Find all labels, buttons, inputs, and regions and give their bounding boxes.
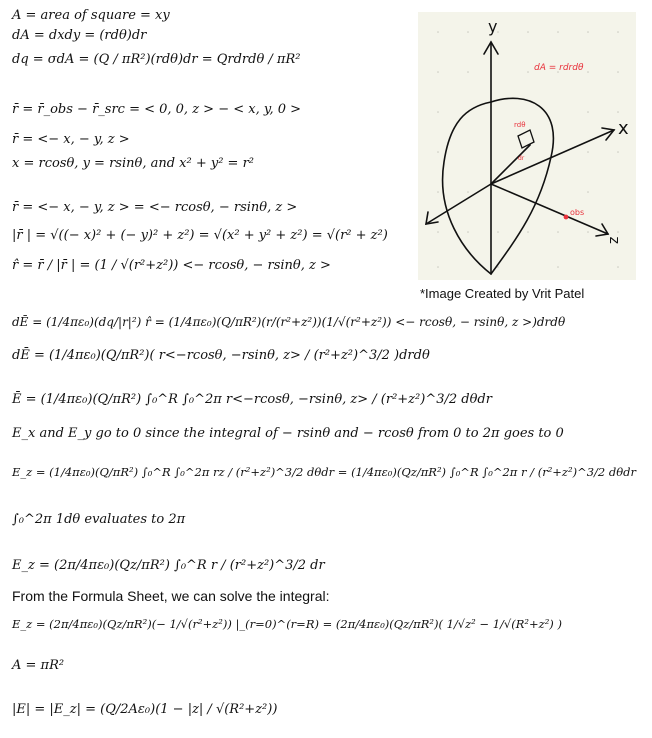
axis-x-label: x	[618, 118, 629, 139]
equation-r-components: r̄ = <− x, − y, z >	[12, 132, 130, 147]
dA-label: dA = rdrdθ	[534, 63, 584, 73]
equation-r-hat: r̂ = r̄ / |r̄ | = (1 / √(r²+z²)) <− rcosθ, − rsinθ, z >	[12, 258, 331, 273]
disk-diagram	[418, 12, 636, 280]
equation-dq: dq = σdA = (Q / πR²)(rdθ)dr = Qrdrdθ / πR²	[12, 52, 301, 67]
dr-label: dr	[518, 155, 525, 162]
image-caption: *Image Created by Vrit Patel	[420, 286, 585, 301]
rdtheta-label: rdθ	[514, 121, 526, 129]
equation-polar: x = rcosθ, y = rsinθ, and x² + y² = r²	[12, 156, 254, 171]
formula-sheet-note: From the Formula Sheet, we can solve the integral:	[12, 588, 330, 604]
equation-dA: dA = dxdy = (rdθ)dr	[12, 28, 147, 43]
obs-label: obs	[570, 208, 585, 217]
equation-Ez-single-integral: E_z = (2π/4πε₀)(Qz/πR²) ∫₀^R r / (r²+z²)^3/2 dr	[12, 558, 325, 573]
equation-dtheta: ∫₀^2π 1dθ evaluates to 2π	[12, 512, 186, 527]
axis-y-label: y	[488, 17, 498, 36]
equation-disk-area: A = πR²	[12, 658, 65, 673]
equation-Ez-evaluated: E_z = (2π/4πε₀)(Qz/πR²)(− 1/√(r²+z²)) |_(r=0)^(r=R) = (2π/4πε₀)(Qz/πR²)( 1/√z² − 1/√(R²+z²) )	[12, 617, 562, 631]
equation-E-final: |E| = |E_z| = (Q/2Aε₀)(1 − |z| / √(R²+z²))	[12, 702, 278, 717]
equation-area: A = area of square = xy	[12, 8, 170, 23]
equation-r-magnitude: |r̄ | = √((− x)² + (− y)² + z²) = √(x² + y² + z²) = √(r² + z²)	[12, 228, 388, 243]
equation-dE-1: dĒ = (1/4πε₀)(dq/|r|²) r̂ = (1/4πε₀)(Q/πR²)(r/(r²+z²))(1/√(r²+z²)) <− rcosθ, − rsinθ, z >)drdθ	[12, 315, 566, 329]
equation-Ex-Ey-zero: E_x and E_y go to 0 since the integral of − rsinθ and − rcosθ from 0 to 2π goes to 0	[12, 426, 564, 441]
sketch-figure	[418, 12, 636, 280]
equation-Ez-double-integral: E_z = (1/4πε₀)(Q/πR²) ∫₀^R ∫₀^2π rz / (r²+z²)^3/2 dθdr = (1/4πε₀)(Qz/πR²) ∫₀^R ∫₀^2π r / (r²+z²)^3/2 dθdr	[12, 465, 637, 479]
equation-r-vector: r̄ = r̄_obs − r̄_src = < 0, 0, z > − < x, y, 0 >	[12, 102, 302, 117]
equation-dE-2: dĒ = (1/4πε₀)(Q/πR²)( r<−rcosθ, −rsinθ, z> / (r²+z²)^3/2 )drdθ	[12, 348, 430, 363]
obs-point	[564, 215, 569, 220]
equation-r-polar: r̄ = <− x, − y, z > = <− rcosθ, − rsinθ, z >	[12, 200, 298, 215]
axis-z-label: z	[606, 236, 622, 244]
equation-E-integral: Ē = (1/4πε₀)(Q/πR²) ∫₀^R ∫₀^2π r<−rcosθ, −rsinθ, z> / (r²+z²)^3/2 dθdr	[12, 392, 492, 407]
